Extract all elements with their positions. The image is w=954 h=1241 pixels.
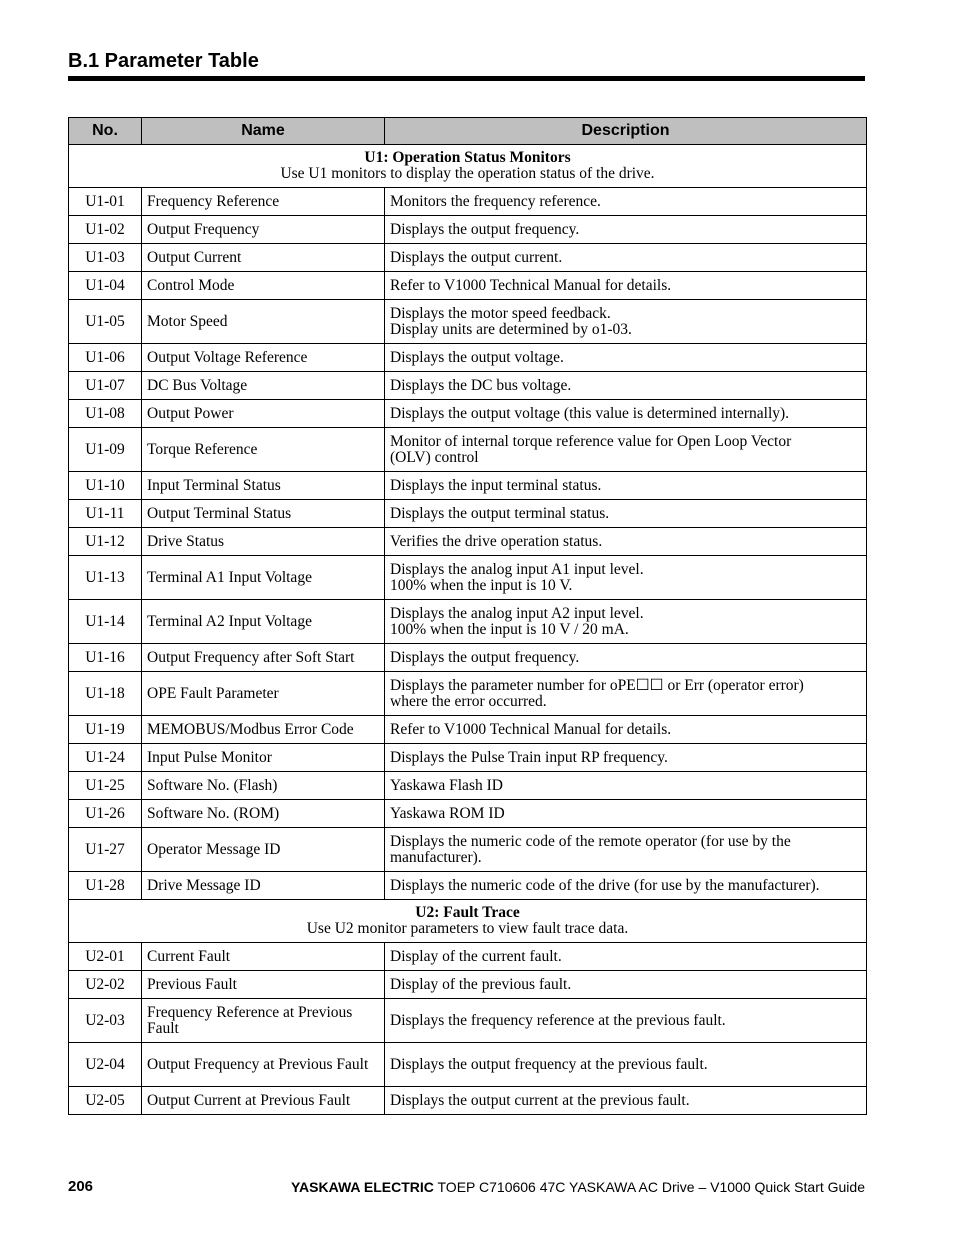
parameter-name: Input Terminal Status <box>142 472 385 500</box>
table-row <box>69 400 867 428</box>
parameter-name: Output Voltage Reference <box>142 344 385 372</box>
parameter-number: U1-01 <box>69 188 142 216</box>
description-line: Display of the previous fault. <box>390 975 572 993</box>
group-header-cell <box>69 900 867 943</box>
parameter-name: MEMOBUS/Modbus Error Code <box>142 716 385 744</box>
description-line: Displays the output current. <box>390 248 563 266</box>
parameter-name: Motor Speed <box>142 300 385 344</box>
description-line: 100% when the input is 10 V / 20 mA. <box>390 620 629 638</box>
description-line: Displays the numeric code of the drive (for use by the manufacturer). <box>390 876 820 894</box>
column-header-description: Description <box>385 118 867 145</box>
table-row <box>69 672 867 716</box>
group-subtitle: Use U1 monitors to display the operation status of the drive. <box>280 165 655 182</box>
description-line: Displays the analog input A1 input level. <box>390 560 644 578</box>
description-line: Display of the current fault. <box>390 947 562 965</box>
parameter-description <box>385 1043 867 1087</box>
parameter-name: Output Frequency <box>142 216 385 244</box>
table-row <box>69 500 867 528</box>
parameter-name: Output Current at Previous Fault <box>142 1087 385 1115</box>
description-line: Displays the output frequency. <box>390 648 580 666</box>
parameter-description <box>385 528 867 556</box>
description-line: Refer to V1000 Technical Manual for details. <box>390 720 672 738</box>
parameter-number: U2-03 <box>69 999 142 1043</box>
description-line: Displays the output voltage (this value is determined internally). <box>390 404 790 422</box>
table-row <box>69 1087 867 1115</box>
description-line: where the error occurred. <box>390 692 547 710</box>
parameter-name: Frequency Reference at Previous Fault <box>142 999 385 1043</box>
group-header-cell <box>69 145 867 188</box>
group-subtitle: Use U2 monitor parameters to view fault trace data. <box>306 920 629 937</box>
table-row <box>69 772 867 800</box>
parameter-name: Drive Status <box>142 528 385 556</box>
column-header-name: Name <box>142 118 385 145</box>
parameter-number: U2-01 <box>69 943 142 971</box>
parameter-number: U1-26 <box>69 800 142 828</box>
parameter-number: U1-25 <box>69 772 142 800</box>
parameter-description <box>385 716 867 744</box>
table-row <box>69 971 867 999</box>
parameter-description <box>385 672 867 716</box>
table-row <box>69 244 867 272</box>
parameter-number: U1-16 <box>69 644 142 672</box>
parameter-description <box>385 772 867 800</box>
parameter-number: U1-09 <box>69 428 142 472</box>
parameter-number: U1-11 <box>69 500 142 528</box>
description-line: (OLV) control <box>390 448 479 466</box>
footer-doc: TOEP C710606 47C YASKAWA AC Drive – V1000 Quick Start Guide <box>433 1179 865 1195</box>
table-row <box>69 872 867 900</box>
table-row <box>69 943 867 971</box>
table-row <box>69 716 867 744</box>
parameter-name: Software No. (ROM) <box>142 800 385 828</box>
description-line: Yaskawa Flash ID <box>390 776 503 794</box>
parameter-number: U1-12 <box>69 528 142 556</box>
parameter-name: Input Pulse Monitor <box>142 744 385 772</box>
parameter-number: U1-06 <box>69 344 142 372</box>
parameter-number: U1-10 <box>69 472 142 500</box>
parameter-description <box>385 971 867 999</box>
parameter-description <box>385 744 867 772</box>
parameter-number: U1-03 <box>69 244 142 272</box>
parameter-number: U1-18 <box>69 672 142 716</box>
parameter-name: Operator Message ID <box>142 828 385 872</box>
parameter-description <box>385 344 867 372</box>
parameter-number: U1-02 <box>69 216 142 244</box>
description-line: Monitors the frequency reference. <box>390 192 601 210</box>
parameter-number: U1-04 <box>69 272 142 300</box>
parameter-name: Frequency Reference <box>142 188 385 216</box>
parameter-name: OPE Fault Parameter <box>142 672 385 716</box>
page-number: 206 <box>68 1178 94 1195</box>
table-row <box>69 1043 867 1087</box>
parameter-name: Output Terminal Status <box>142 500 385 528</box>
description-line: Displays the frequency reference at the previous fault. <box>390 1011 726 1029</box>
description-line: Displays the Pulse Train input RP frequency. <box>390 748 668 766</box>
parameter-number: U2-02 <box>69 971 142 999</box>
table-row <box>69 556 867 600</box>
parameter-description <box>385 188 867 216</box>
description-line: Displays the output current at the previous fault. <box>390 1091 690 1109</box>
parameter-name: Torque Reference <box>142 428 385 472</box>
table-row <box>69 300 867 344</box>
parameter-name: Previous Fault <box>142 971 385 999</box>
parameter-description <box>385 600 867 644</box>
column-header-no: No. <box>69 118 142 145</box>
description-line: Displays the analog input A2 input level. <box>390 604 644 622</box>
description-line: Displays the numeric code of the remote operator (for use by the <box>390 832 791 850</box>
parameter-description <box>385 500 867 528</box>
table-row <box>69 188 867 216</box>
parameter-description <box>385 244 867 272</box>
table-body <box>69 145 867 1115</box>
group-header-row <box>69 145 867 188</box>
parameter-number: U2-05 <box>69 1087 142 1115</box>
parameter-name: Terminal A1 Input Voltage <box>142 556 385 600</box>
table-row <box>69 272 867 300</box>
parameter-number: U1-24 <box>69 744 142 772</box>
description-line: Displays the output frequency. <box>390 220 580 238</box>
parameter-number: U1-19 <box>69 716 142 744</box>
description-line: 100% when the input is 10 V. <box>390 576 573 594</box>
parameter-description <box>385 428 867 472</box>
parameter-description <box>385 272 867 300</box>
section-heading: B.1 Parameter Table <box>68 50 259 72</box>
description-line: Displays the input terminal status. <box>390 476 602 494</box>
parameter-number: U2-04 <box>69 1043 142 1087</box>
parameter-number: U1-28 <box>69 872 142 900</box>
description-line: Displays the output frequency at the previous fault. <box>390 1055 708 1073</box>
header-row <box>69 118 867 145</box>
parameter-name: DC Bus Voltage <box>142 372 385 400</box>
table-row <box>69 800 867 828</box>
description-line: manufacturer). <box>390 848 482 866</box>
description-line: Yaskawa ROM ID <box>390 804 505 822</box>
description-line: Displays the motor speed feedback. <box>390 304 611 322</box>
parameter-name: Software No. (Flash) <box>142 772 385 800</box>
parameter-number: U1-13 <box>69 556 142 600</box>
description-line: Verifies the drive operation status. <box>390 532 603 550</box>
description-line: Displays the parameter number for oPE☐☐ or Err (operator error) <box>390 676 804 694</box>
description-line: Displays the output terminal status. <box>390 504 610 522</box>
group-title: U2: Fault Trace <box>415 904 520 921</box>
parameter-description <box>385 999 867 1043</box>
description-line: Displays the output voltage. <box>390 348 564 366</box>
description-line: Monitor of internal torque reference value for Open Loop Vector <box>390 432 792 450</box>
heading-rule <box>68 76 865 81</box>
parameter-number: U1-07 <box>69 372 142 400</box>
parameter-number: U1-27 <box>69 828 142 872</box>
table-row <box>69 744 867 772</box>
description-line: Display units are determined by o1-03. <box>390 320 632 338</box>
parameter-name: Output Frequency after Soft Start <box>142 644 385 672</box>
parameter-description <box>385 644 867 672</box>
table-row <box>69 828 867 872</box>
parameter-description <box>385 943 867 971</box>
description-line: Refer to V1000 Technical Manual for details. <box>390 276 672 294</box>
description-line: Displays the DC bus voltage. <box>390 376 572 394</box>
parameter-name: Terminal A2 Input Voltage <box>142 600 385 644</box>
parameter-description <box>385 400 867 428</box>
table-row <box>69 216 867 244</box>
footer-text <box>291 1179 865 1195</box>
parameter-description <box>385 372 867 400</box>
table-row <box>69 372 867 400</box>
group-title: U1: Operation Status Monitors <box>364 149 571 166</box>
parameter-description <box>385 472 867 500</box>
parameter-description <box>385 828 867 872</box>
parameter-name: Output Current <box>142 244 385 272</box>
parameter-name: Drive Message ID <box>142 872 385 900</box>
table-row <box>69 644 867 672</box>
parameter-description <box>385 800 867 828</box>
parameter-name: Current Fault <box>142 943 385 971</box>
parameter-description <box>385 300 867 344</box>
parameter-description <box>385 556 867 600</box>
parameter-table <box>68 117 867 1115</box>
table-row <box>69 344 867 372</box>
parameter-number: U1-14 <box>69 600 142 644</box>
parameter-name: Control Mode <box>142 272 385 300</box>
table-row <box>69 428 867 472</box>
table-row <box>69 528 867 556</box>
footer-brand: YASKAWA ELECTRIC <box>291 1179 434 1195</box>
parameter-description <box>385 872 867 900</box>
group-header-row <box>69 900 867 943</box>
table-row <box>69 472 867 500</box>
table-row <box>69 600 867 644</box>
table-row <box>69 999 867 1043</box>
parameter-description <box>385 216 867 244</box>
parameter-number: U1-08 <box>69 400 142 428</box>
parameter-name: Output Power <box>142 400 385 428</box>
parameter-description <box>385 1087 867 1115</box>
parameter-name: Output Frequency at Previous Fault <box>142 1043 385 1087</box>
parameter-number: U1-05 <box>69 300 142 344</box>
